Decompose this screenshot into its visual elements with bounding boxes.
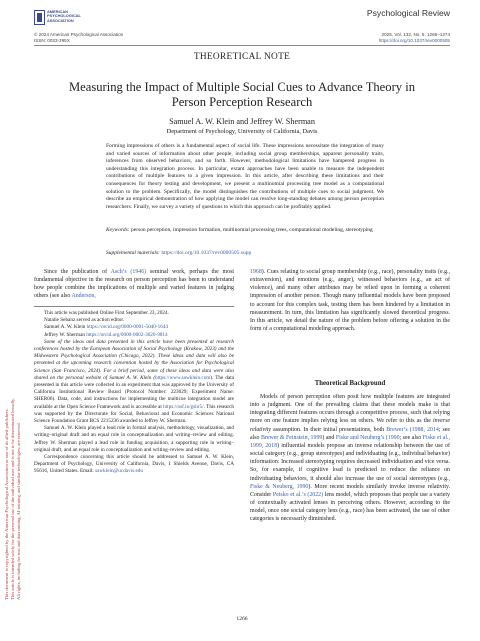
copyright-sidebar	[4, 130, 26, 600]
body-text: Models of person perception often posit how multiple features are integrated into a judgment. One of the prevailing claims that these models make is that integrating different features occurs through a competitive process, such that relying more on one feature implies relying less on others. We refer to this as the	[250, 394, 450, 425]
intro-paragraph	[34, 268, 234, 301]
orcid-link[interactable]: https://orcid.org/0000-0002-3020-9814	[86, 331, 168, 338]
page-number: 1266	[236, 616, 248, 622]
note-text: . This research was supported by the Directorate for Social, Behavioral and Economic Sciences National Science Foundation Grant BCS 2215236 awarded to Jeffrey W. Sherman.	[34, 403, 234, 425]
citation: 2025, Vol. 132, No. 5, 1266–1274	[381, 32, 450, 37]
note-line: Natalie Sebanz served as action editor.	[44, 317, 125, 324]
note-paragraph	[34, 339, 234, 425]
background-paragraph	[250, 393, 450, 524]
body-text: lens model, which proposes that people use a variety of contextually activated lenses in perceiving others. However, according to the model, once one social category lens (e.g., race) has been activated, the use of other categories is necessarily diminished.	[250, 491, 450, 523]
doi-link[interactable]: https://doi.org/10.1037/rev0000505	[378, 37, 450, 43]
note-line: This article was published Online First September 23, 2024.	[44, 310, 169, 316]
note-line	[34, 324, 234, 331]
abstract: Forming impressions of others is a fundamental aspect of social life. These impressions necessitate the integration of many and varied sources of information about other people, including social group memberships, apparent personality traits, inferences from observed behaviors, and so forth. However, methodological limitations have hampered progress in understanding this integration process. In particular, extant approaches have been unable to measure the independent contributions of multiple features to a given impression. In this article, after describing these limitations and their consequences for theory testing and development, we present a multinomial processing tree model as a computational solution to the problem. Specifically, the model distinguishes the contributions of multiple cues to social judgment. We describe an empirical demonstration of how applying the model can resolve long-standing debates among person perception researchers. Finally, we survey a variety of questions to which this approach can be profitably applied.	[106, 143, 384, 210]
keywords-text: person perception, impression formation, multinomial processing trees, computational modeling, stereotyping	[131, 227, 373, 233]
supplemental-link[interactable]: https://doi.org/10.1037/rev0000505.supp	[161, 250, 252, 256]
citation-link[interactable]: Asch’s (1946)	[110, 269, 147, 275]
article-type: THEORETICAL NOTE	[193, 52, 291, 62]
header-left	[34, 32, 123, 43]
copyright-line: © 2024 American Psychological Association	[34, 32, 124, 37]
header-rule	[34, 45, 450, 46]
sidebar-line: All rights, including for text and data mining, AI training, and similar technologies, are reserved.	[16, 422, 21, 600]
citation-link[interactable]: Brewer & Feinstein, 1999	[261, 434, 323, 441]
intro-continued	[250, 268, 450, 333]
sidebar-line: This article is intended solely for the personal use of the individual user and is not to be disseminated broadly.	[10, 397, 15, 600]
citation-link[interactable]: Brewer’s (1988, 2014	[386, 426, 439, 433]
note-paragraph: Samuel A. W. Klein played a lead role in formal analysis, methodology, visualization, and writing–original draft and an equal role in conceptualization and writing–review and editing. Jeffrey W. Sherman played a lead role in funding acquisition, a supporting role in writing–original draft, and an equal role in conceptualization and writing–review and editing.	[34, 425, 234, 453]
email-link[interactable]: sawklein@ucdavis.edu	[95, 468, 143, 475]
supplemental-label: Supplemental materials:	[106, 250, 160, 256]
emphasis-text: inverse relativity	[250, 418, 450, 433]
citation-link[interactable]: Fiske & Neuberg, 1990	[250, 483, 309, 490]
body-text: ; see also	[399, 434, 423, 441]
apa-logo	[34, 10, 104, 28]
body-text: ) and	[322, 434, 336, 441]
keywords-label: Keywords:	[106, 227, 130, 233]
footnote-rule	[34, 306, 234, 307]
citation-link[interactable]: Fiske and Neuberg’s (1990	[335, 434, 400, 441]
logo-text: AMERICAN	[47, 9, 68, 14]
intro-text: Since the publication of	[44, 269, 111, 275]
supplemental	[106, 250, 384, 258]
citation-link[interactable]: Anderson,	[71, 293, 96, 300]
author-notes	[34, 310, 234, 476]
logo-text: PSYCHOLOGICAL	[47, 13, 81, 19]
orcid-link[interactable]: https://orcid.org/0000-0001-5040-1644	[86, 324, 168, 331]
issn: ISSN: 0033-295X	[34, 37, 70, 43]
note-text: Correspondence concerning this article should be addressed to Samuel A. W. Klein, Department of Psychology, University of California, Davis, 1 Shields Avenue, Davis, CA 95616, United States. Email:	[34, 454, 234, 475]
citation-link[interactable]: Petsko et al.’s (2022)	[272, 491, 324, 498]
intro-text: ). Cues relating to social group membership (e.g., race), personality traits (e.g., extraversion), and emotions (e.g., anger), witnessed behaviors (e.g., an act of violence), and many other attributes may be relied upon in forming a coherent impression of another person. Though many influential models have been proposed to account for this complex task, testing them has been hindered by a limitation in measurement. In turn, this limitation has significantly slowed theoretical progress. In this article, we detail the nature of the problem before offering a solution in the form of a computational modeling approach.	[250, 269, 450, 333]
note-line	[34, 332, 234, 339]
keywords	[106, 227, 384, 235]
authors: Samuel A. W. Klein and Jeffrey W. Sherman	[169, 117, 315, 126]
osf-link[interactable]: https://osf.io/gshr5/	[163, 403, 204, 410]
sidebar-line: This document is copyrighted by the American Psychological Association or one of its allied publishers.	[4, 408, 9, 600]
author-name: Samuel A. W. Klein	[44, 324, 86, 331]
author-name: Jeffrey W. Sherman	[44, 331, 85, 338]
note-text: Some of the ideas and data presented in this article have been presented at research conferences hosted by the European Association of Social Psychology (Krakow, 2023) and the Midwestern Psychological Association (Chicago, 2022). These ideas and data will also be presented at the upcoming research convention hosted by the Association for Psychological Science (San Francisco, 2024). For a brief period, some of these ideas and data were also shared on the personal website of Samuel A. W. Klein (	[34, 338, 234, 381]
body-text: ). More recent models similarly invoke inverse relativity. Consider	[250, 483, 450, 498]
intro-text: seminal work, perhaps the most fundamental objective in the research on person perception has been to understand how people combine the implications of multiple and varied features in judging others (see also	[34, 269, 234, 300]
header-right	[379, 32, 450, 43]
website-link[interactable]: https://www.sawklein.com	[155, 374, 211, 381]
section-heading: Theoretical Background	[314, 380, 386, 387]
article-title: Measuring the Impact of Multiple Social Cues to Advance Theory in Person Perception Research	[68, 80, 416, 109]
body-text: assumption. In their initial presentations, both	[271, 426, 387, 433]
journal-name: Psychological Review	[366, 8, 450, 18]
affiliation: Department of Psychology, University of California, Davis	[166, 128, 318, 135]
note-text: ). The data presented in this article were collected in an experiment that was approved by the University of California Institutional Review Board (Protocol Number: 223029; Experiment Name: SHER06). Data, code, and instructions for implementing the multicue integration model are available at the Open Science Framework and is accessible at	[34, 374, 234, 410]
body-text: ; see also	[250, 426, 450, 441]
citation-link[interactable]: 1968	[250, 269, 262, 275]
citation-link[interactable]: Fiske et al., 1999, 2018	[250, 434, 450, 449]
apa-logo-icon	[34, 10, 45, 25]
body-text: ) influential models propose an inverse relationship between the use of social category (e.g., group stereotypes) and individuating (e.g., individual behavior) information: Increased stereotyping requires decreased individuation and vice versa. So, for example, if cognitive load is predicted to reduce the reliance on individuating behaviors, it should also increase the use of social stereotypes (e.g.,	[250, 442, 450, 482]
logo-text: ASSOCIATION	[47, 17, 74, 23]
note-paragraph	[34, 454, 234, 476]
